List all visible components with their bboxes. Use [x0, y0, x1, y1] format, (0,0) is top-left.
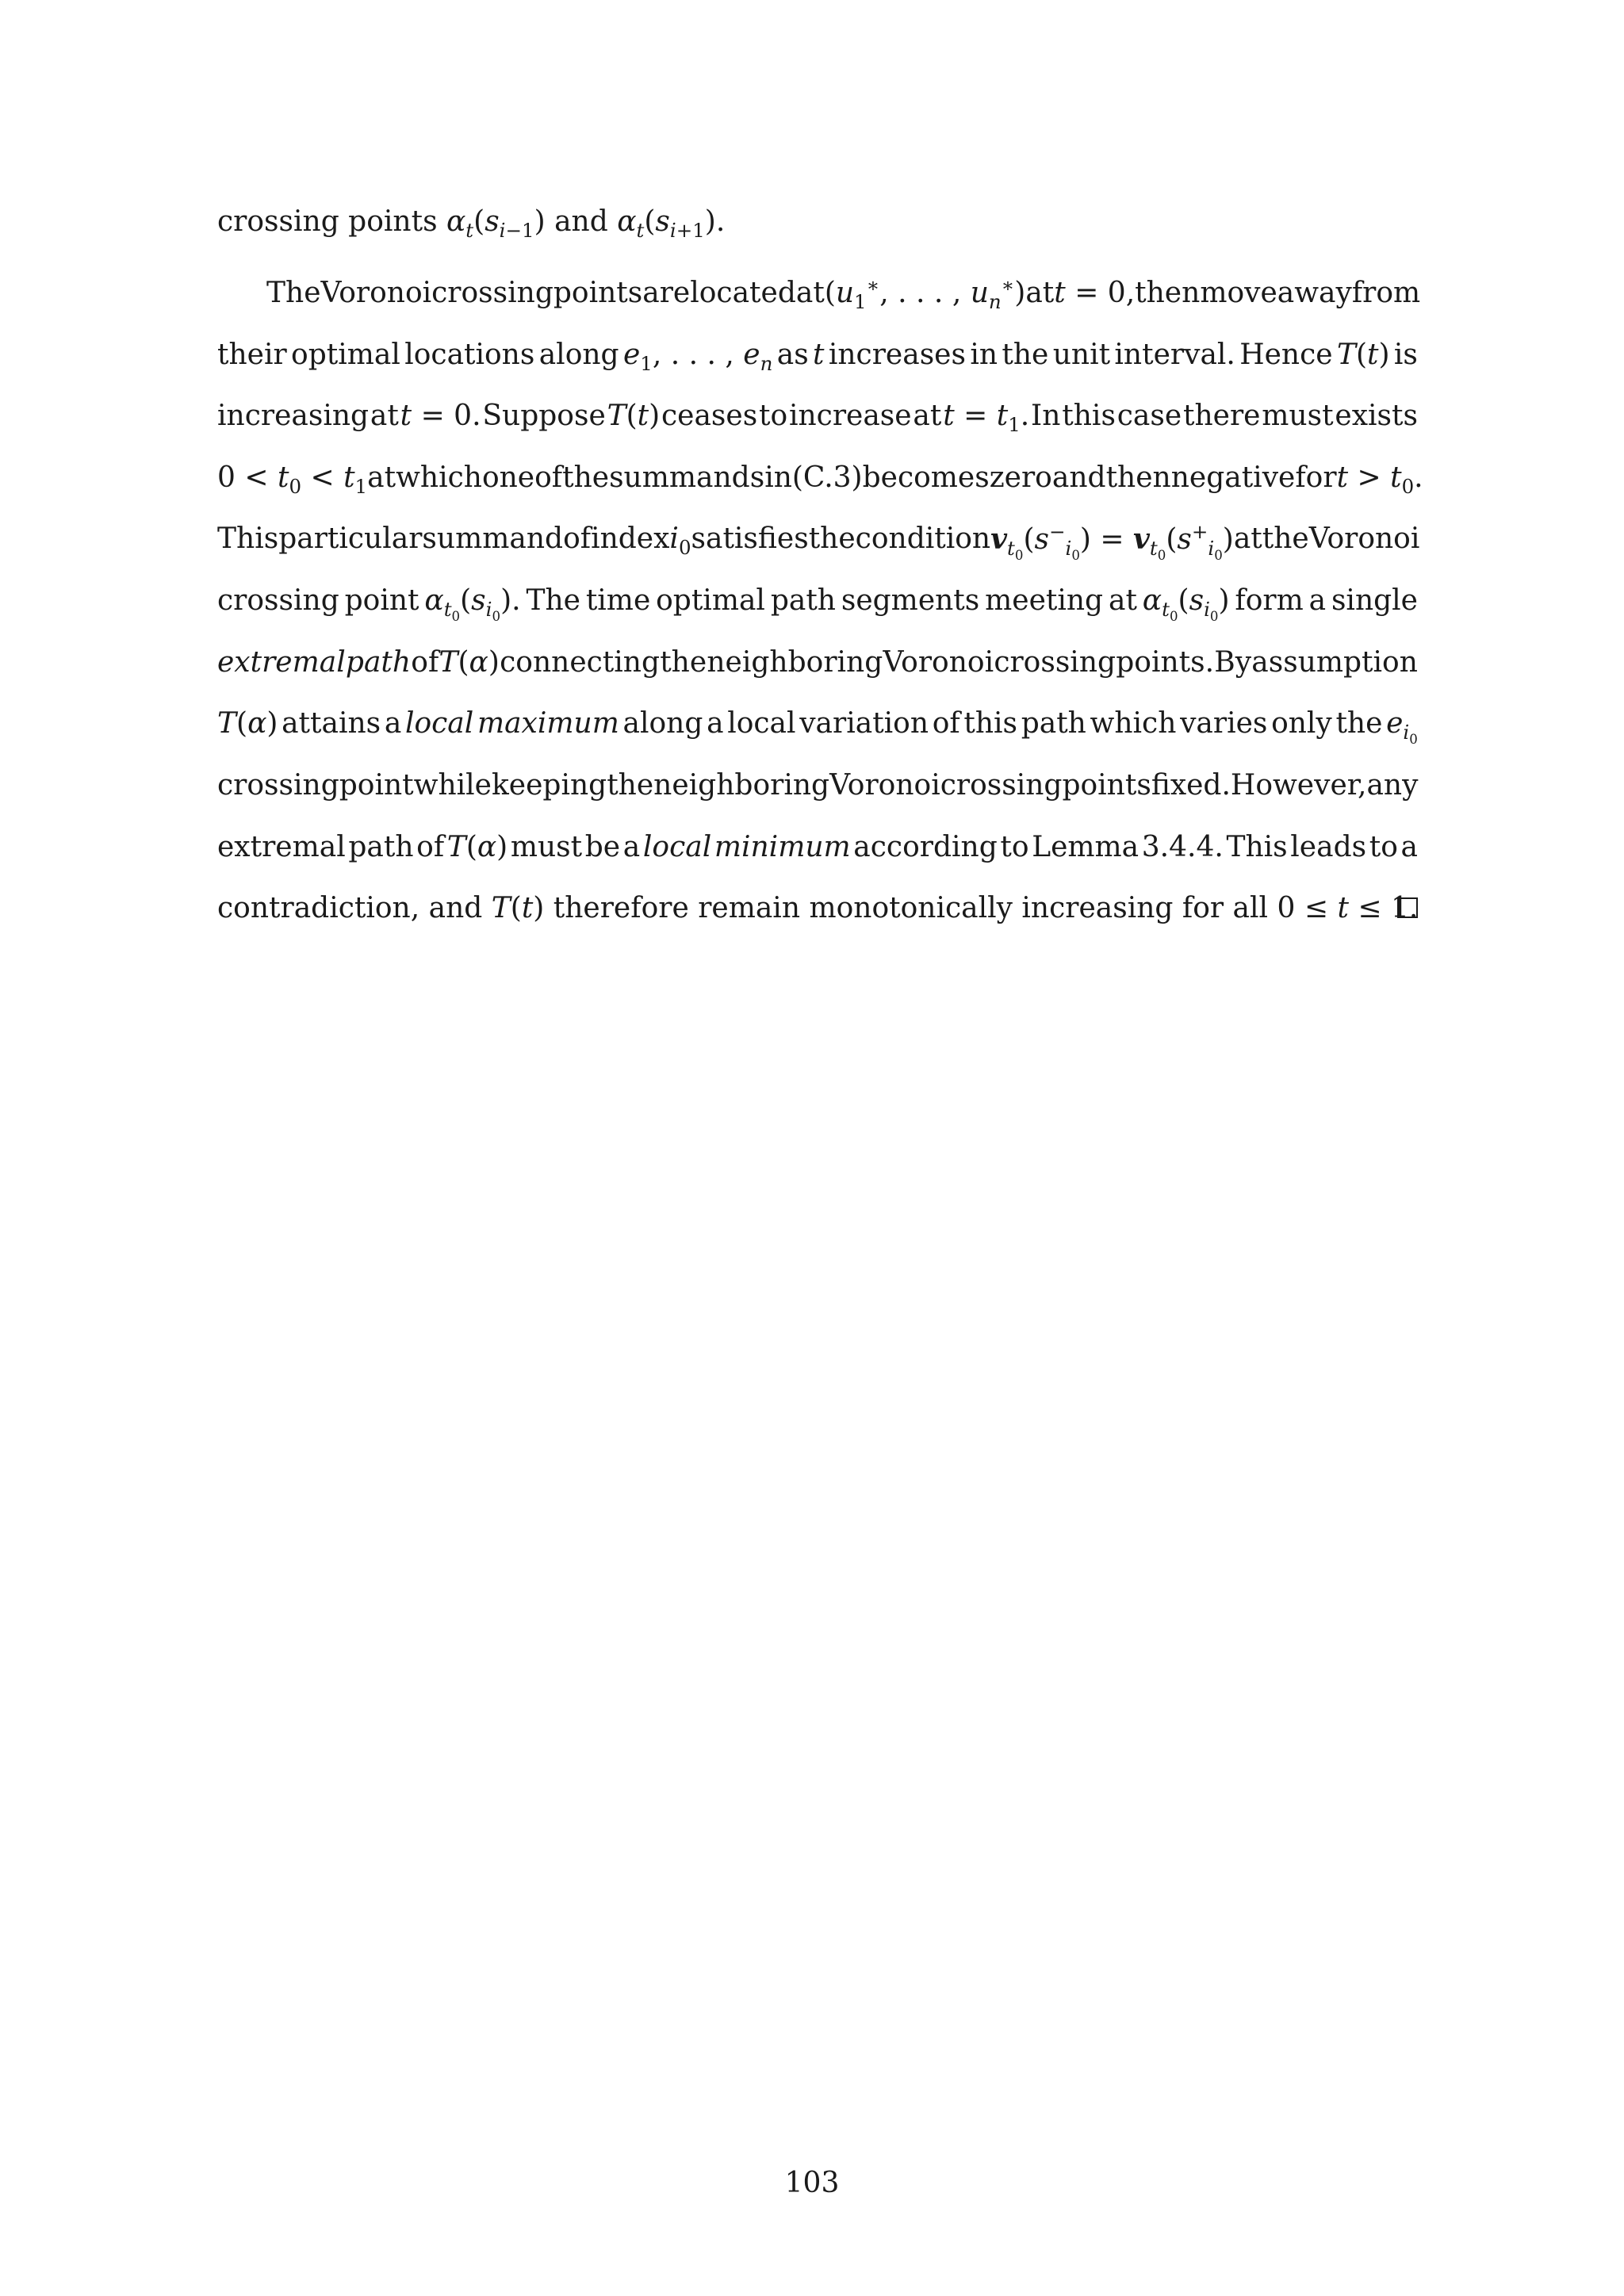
text-line-7: crossing point $\alpha_{t_0}(s_{i_0})$. The time optimal path segments meeting at $\alpha_{t_0}(s_{i_0})$ form a single	[217, 584, 1418, 625]
line-1-text: crossing points $\alpha_t(s_{i-1})$ and $\alpha_t(s_{i+1})$.	[217, 205, 726, 243]
text-line-11: extremal path of T(α) must be a local minimum according to Lemma 3.4.4. This leads to a	[217, 831, 1418, 863]
text-line-5: $0 < t_0 < t_1$ at which one of the summands in (C.3) becomes zero and then negative for $t > t_0$.	[217, 461, 1423, 499]
text-line-4: increasing at t = 0. Suppose T(t) ceases to increase at $t = t_1$. In this case there must exists	[217, 400, 1418, 437]
text-line-1	[217, 203, 1418, 241]
text-line-2: The Voronoi crossing points are located at ($u_1^∗$, . . . , $u_n^∗$) at t = 0, then move away from	[266, 274, 1421, 314]
text-line-6: This particular summand of index $i_0$ satisfies the condition $v_{t_0}(s^-_{i_0}) = v_{t_0}(s^+_{i_0})$ at the Voronoi	[217, 520, 1420, 564]
qed-square-icon	[1397, 897, 1418, 918]
text-line-3: their optimal locations along $e_1$, . . . , $e_n$ as t increases in the unit interval. Hence T(t) is	[217, 339, 1418, 376]
page-number: 103	[784, 2167, 840, 2199]
text-line-8: extremal path of T(α) connecting the neighboring Voronoi crossing points. By assumption	[217, 646, 1418, 679]
text-line-12	[217, 890, 1418, 928]
text-line-10: crossing point while keeping the neighboring Voronoi crossing points fixed. However, any	[217, 769, 1419, 802]
text-line-9: T(α) attains a local maximum along a local variation of this path which varies only the $e_{i_0}$	[217, 707, 1418, 748]
line-12-text: contradiction, and T(t) therefore remain monotonically increasing for all 0 ≤ t ≤ 1.	[217, 892, 1419, 924]
